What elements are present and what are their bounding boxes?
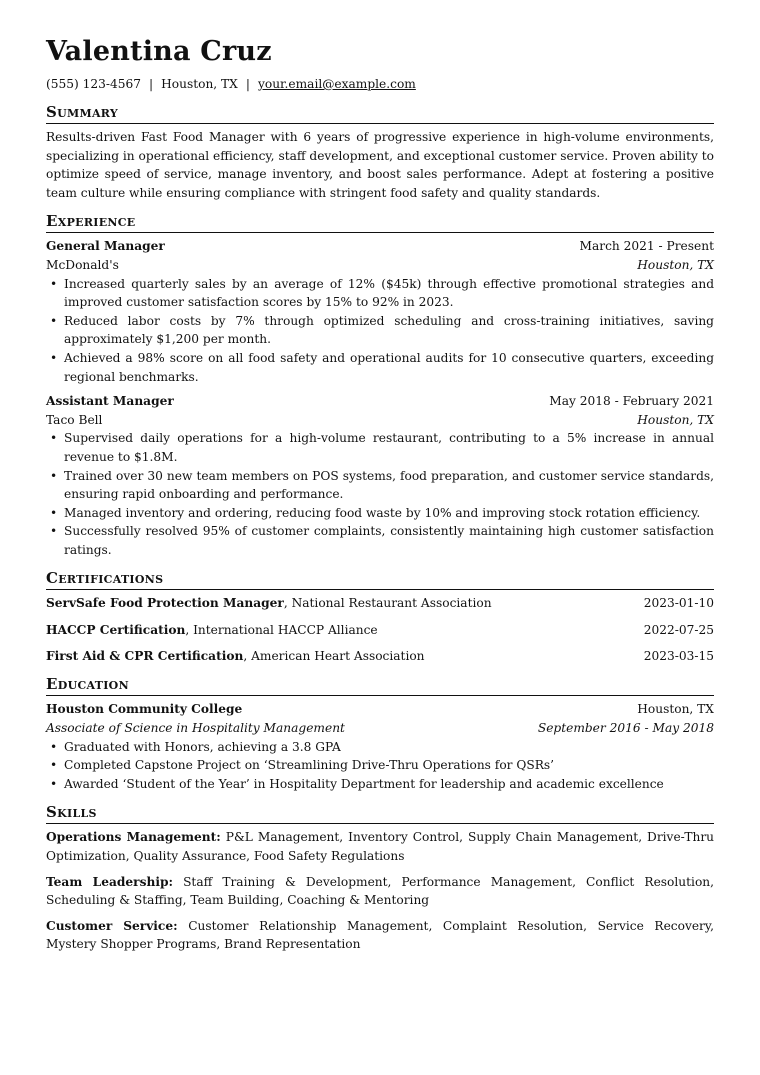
skill-group	[46, 873, 714, 910]
education-bullet: • Completed Capstone Project on ‘Streamlining Drive-Thru Operations for QSRs’	[64, 756, 714, 775]
skill-group-label: Customer Service:	[46, 918, 178, 933]
certification-name: HACCP Certification	[46, 622, 186, 637]
job-dates: May 2018 - February 2021	[549, 394, 714, 409]
candidate-name: Valentina Cruz	[46, 36, 272, 67]
contact-separator: |	[245, 77, 250, 91]
school-name: Houston Community College	[46, 702, 243, 717]
skill-group-label: Team Leadership:	[46, 874, 173, 889]
certification-name: ServSafe Food Protection Manager	[46, 596, 284, 611]
skill-group-items: Customer Relationship Management, Complaint Resolution, Service Recovery, Mystery Shopper Programs, Brand Representation	[46, 918, 715, 952]
education-heading: Education	[46, 674, 714, 696]
summary-section	[46, 102, 714, 202]
job-entry	[46, 237, 714, 386]
skill-group-label: Operations Management:	[46, 830, 221, 845]
education-bullet: • Awarded ‘Student of the Year’ in Hospitality Department for leadership and academic excellence	[64, 775, 714, 794]
education-bullet: • Graduated with Honors, achieving a 3.8 GPA	[64, 738, 714, 757]
job-role: Assistant Manager	[46, 394, 174, 409]
job-bullets	[46, 429, 714, 559]
certification-date: 2023-03-15	[643, 649, 714, 664]
job-entry	[46, 392, 714, 559]
job-bullet: • Trained over 30 new team members on POS systems, food preparation, and customer service standards, ensuring rapid onboarding and performance.	[64, 467, 714, 504]
skills-section	[46, 802, 714, 954]
contact-separator: |	[149, 77, 154, 91]
skill-group	[46, 917, 714, 954]
job-location: Houston, TX	[637, 257, 714, 272]
job-bullet: • Achieved a 98% score on all food safety and operational audits for 10 consecutive quarters, exceeding regional benchmarks.	[64, 349, 714, 386]
job-location: Houston, TX	[637, 412, 714, 427]
education-section	[46, 674, 714, 793]
skills-heading: Skills	[46, 802, 714, 824]
job-bullet: • Managed inventory and ordering, reducing food waste by 10% and improving stock rotation efficiency.	[64, 504, 714, 523]
job-role: General Manager	[46, 239, 165, 254]
degree: Associate of Science in Hospitality Management	[46, 721, 345, 736]
certification-date: 2023-01-10	[643, 596, 714, 611]
education-dates: September 2016 - May 2018	[537, 721, 714, 736]
certification-issuer: , American Heart Association	[243, 649, 425, 664]
job-bullet: • Reduced labor costs by 7% through optimized scheduling and cross-training initiatives, saving approximately $1,200 per month.	[64, 312, 714, 349]
certification-name: First Aid & CPR Certification	[46, 649, 244, 664]
certification-item	[46, 594, 714, 612]
certifications-section	[46, 568, 714, 665]
email-link[interactable]: your.email@example.com	[257, 77, 416, 91]
certification-item	[46, 647, 714, 665]
certification-issuer: , National Restaurant Association	[283, 596, 492, 611]
certification-item	[46, 621, 714, 639]
job-dates: March 2021 - Present	[579, 239, 714, 254]
certification-issuer: , International HACCP Alliance	[185, 622, 378, 637]
experience-heading: Experience	[46, 211, 714, 233]
summary-heading: Summary	[46, 102, 714, 124]
summary-text: Results-driven Fast Food Manager with 6 years of progressive experience in high-volume environments, specializing in operational efficiency, staff development, and exceptional customer service. Proven ability to optimize speed of service, manage inventory, and boost sales performance. Adept at fostering a positive team culture while ensuring compliance with stringent food safety and quality standards.	[46, 130, 714, 200]
location: Houston, TX	[161, 77, 238, 91]
skill-group	[46, 828, 714, 865]
school-location: Houston, TX	[637, 702, 714, 717]
experience-section	[46, 211, 714, 559]
job-bullets	[46, 275, 714, 387]
job-bullet: • Increased quarterly sales by an average of 12% ($45k) through effective promotional strategies and improved customer satisfaction scores by 15% to 92% in 2023.	[64, 275, 714, 312]
skill-group-items: Staff Training & Development, Performance Management, Conflict Resolution, Scheduling & Staffing, Team Building, Coaching & Mentoring	[46, 874, 715, 908]
job-bullet: • Supervised daily operations for a high-volume restaurant, contributing to a 5% increase in annual revenue to $1.8M.	[64, 429, 714, 466]
job-company: Taco Bell	[46, 412, 103, 427]
resume-page	[46, 34, 714, 961]
skill-group-items: P&L Management, Inventory Control, Supply Chain Management, Drive-Thru Optimization, Quality Assurance, Food Safety Regulations	[46, 830, 714, 864]
phone-number: (555) 123-4567	[46, 77, 142, 91]
certification-date: 2022-07-25	[643, 622, 714, 637]
contact-line	[46, 75, 714, 93]
certifications-heading: Certifications	[46, 568, 714, 590]
job-company: McDonald's	[46, 257, 119, 272]
education-bullets	[46, 738, 714, 794]
job-bullet: • Successfully resolved 95% of customer complaints, consistently maintaining high customer satisfaction ratings.	[64, 522, 714, 559]
